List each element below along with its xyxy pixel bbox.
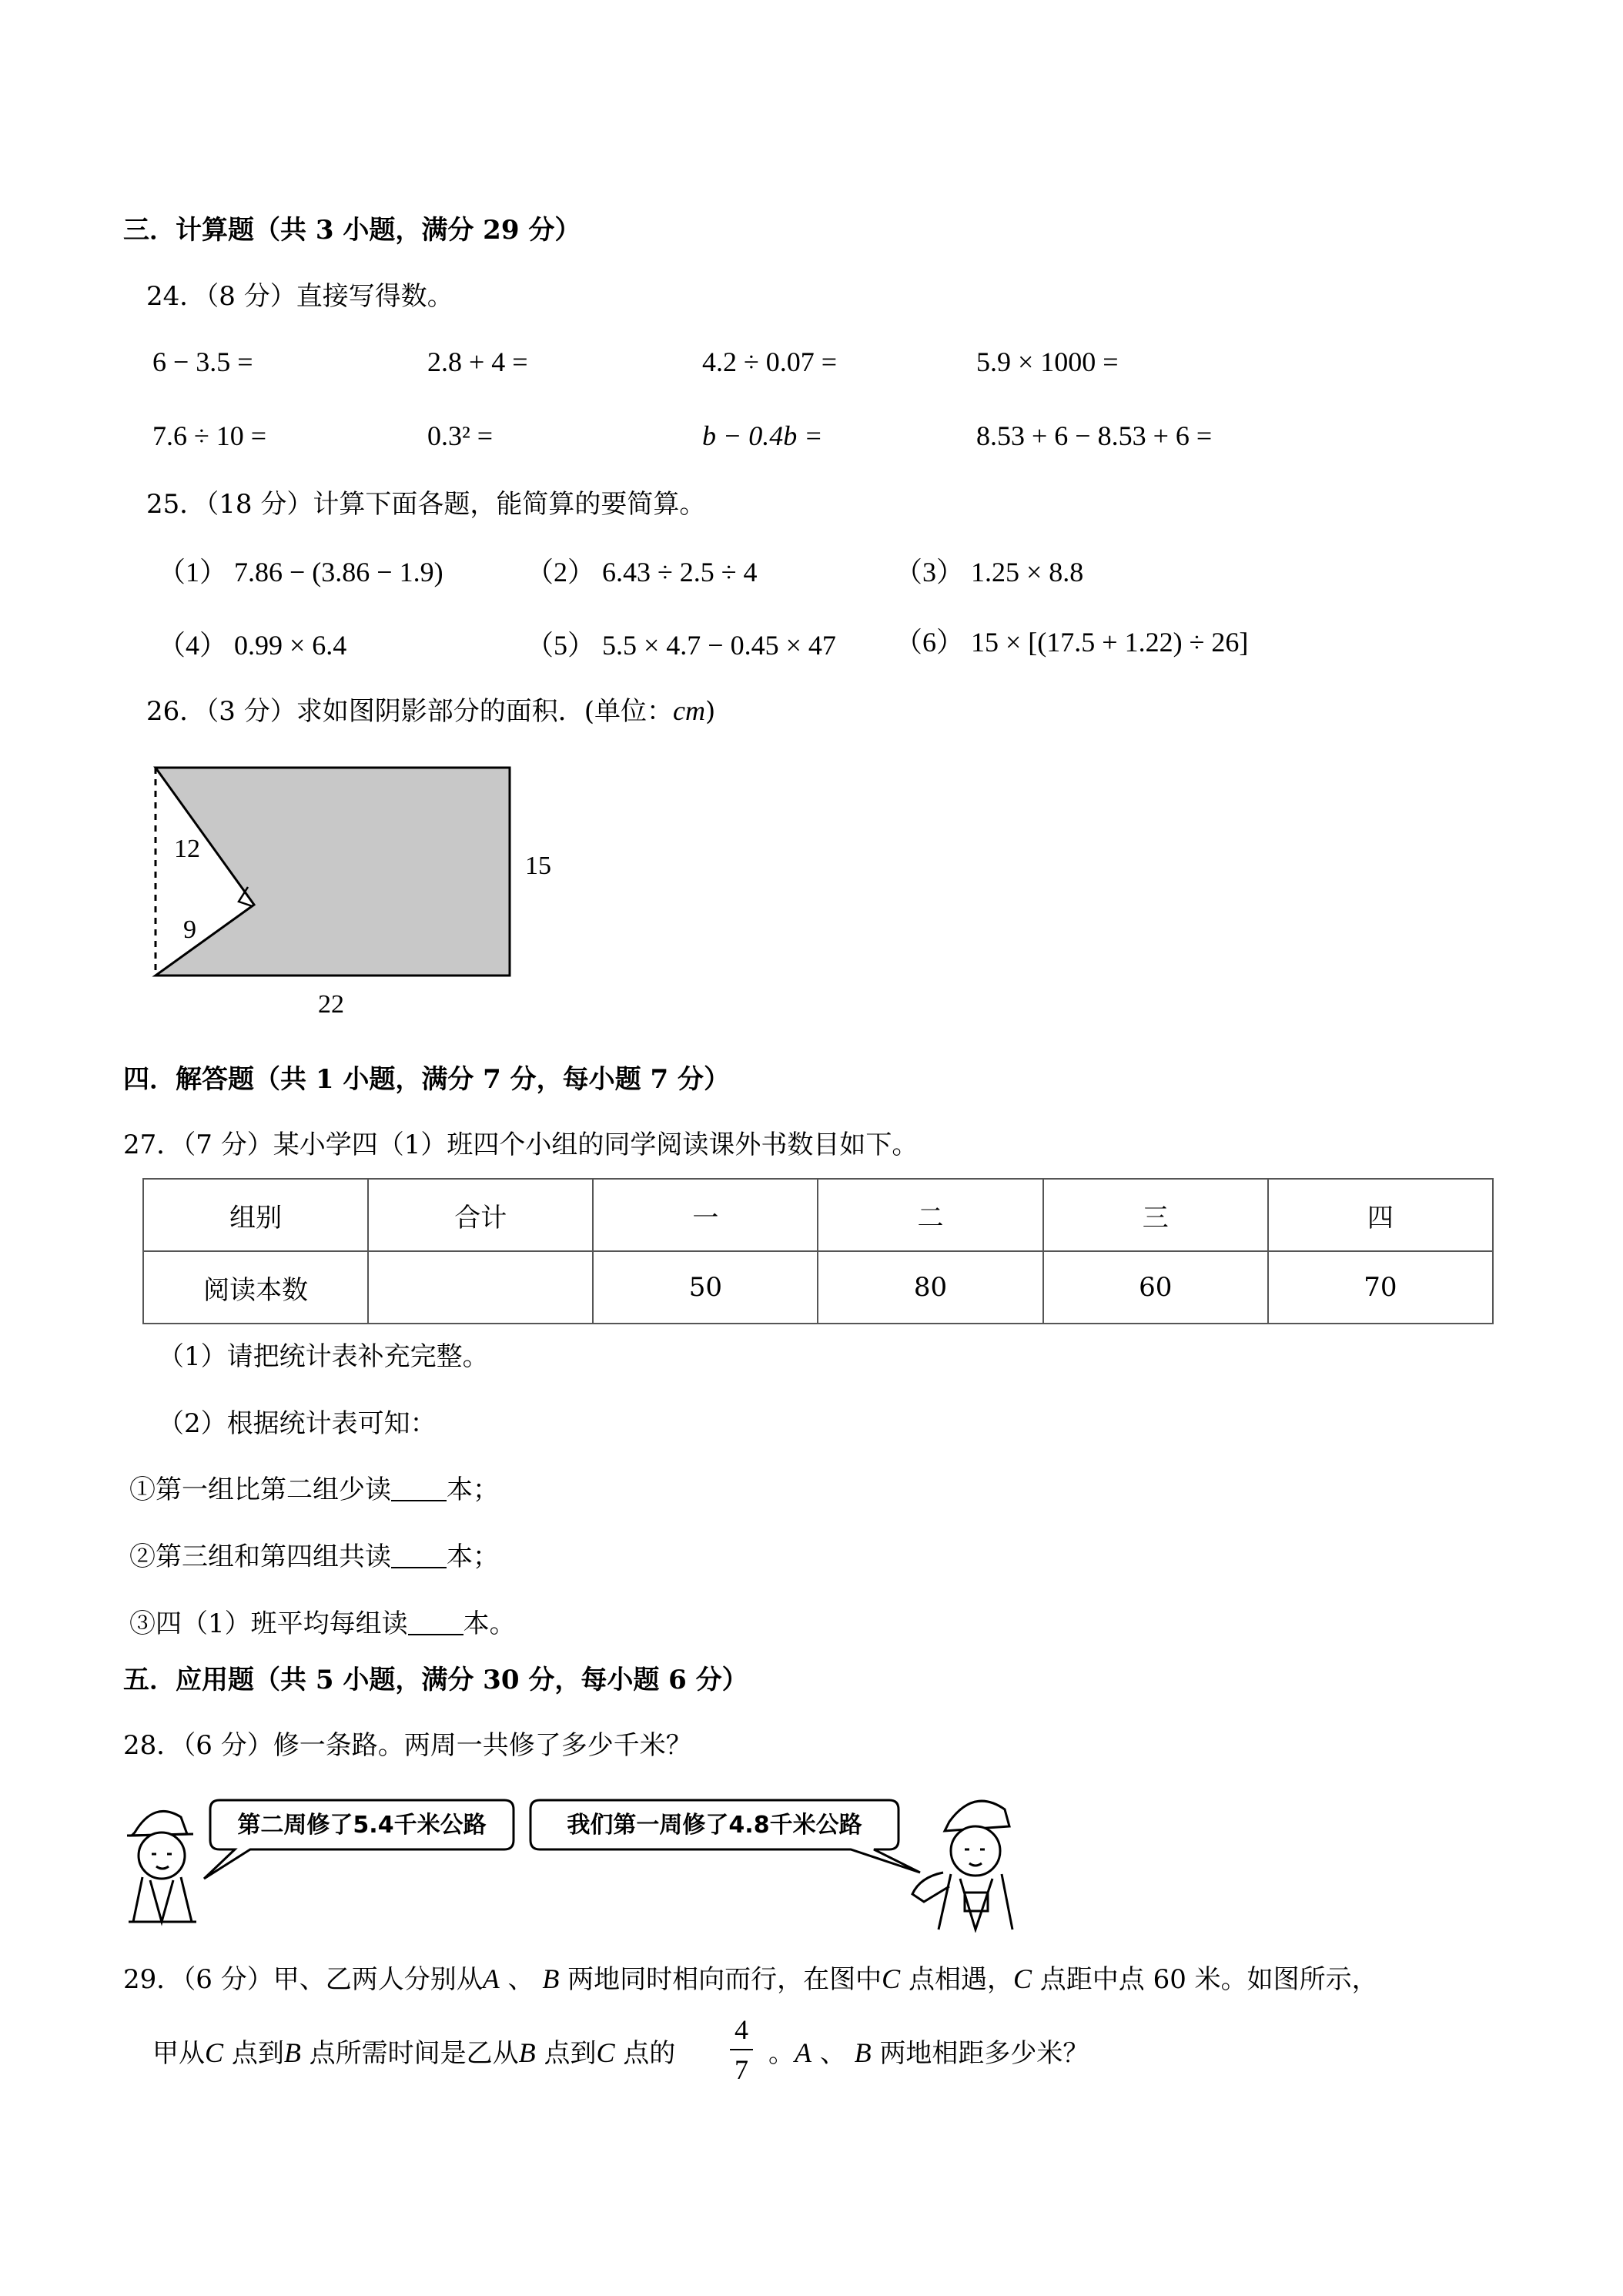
q29-line-2	[152, 2039, 675, 2067]
q26-title-close: )	[704, 696, 716, 727]
q29-sep: 、	[819, 2038, 846, 2069]
table-header-cell: 四	[1268, 1179, 1493, 1251]
section-3-title: 三．计算题（共 3 小题，满分 29 分）	[123, 215, 581, 246]
table-row	[143, 1251, 1493, 1324]
section-5-title: 五．应用题（共 5 小题，满分 30 分，每小题 6 分）	[123, 1665, 748, 1695]
q27-question-c	[129, 1608, 516, 1639]
q29-text: 点相遇，	[908, 1964, 1013, 1995]
q24-item-8: 8.53 + 6 − 8.53 + 6 =	[976, 420, 1213, 451]
q27-question-c-text: ③四（1）班平均每组读	[129, 1608, 408, 1639]
q29-text: 点到	[544, 2038, 597, 2069]
table-cell-total[interactable]	[368, 1251, 593, 1324]
q25-item-2: （2） 6.43 ÷ 2.5 ÷ 4	[526, 557, 758, 587]
answer-blank[interactable]	[408, 1611, 463, 1635]
point-b: B	[283, 2037, 301, 2068]
point-c: C	[596, 2037, 615, 2068]
q27-question-b-text: ②第三组和第四组共读	[129, 1541, 391, 1572]
speech-bubble-right	[530, 1800, 920, 1873]
table-row-label: 阅读本数	[143, 1251, 368, 1324]
right-worker-icon	[912, 1801, 1012, 1930]
q29-text: 点的	[623, 2038, 676, 2069]
q27-question-b-unit: 本；	[447, 1541, 499, 1572]
q27-question-b	[129, 1541, 499, 1572]
fraction-denominator: 7	[735, 2054, 748, 2085]
q26-unit: cm	[672, 695, 705, 726]
q24-item-4: 5.9 × 1000 =	[976, 346, 1119, 377]
point-b: B	[542, 1963, 560, 1994]
fraction-four-sevenths	[730, 2013, 753, 2086]
point-c: C	[882, 1963, 901, 1994]
q24-title: 24．（8 分）直接写得数。	[146, 281, 453, 312]
fraction-numerator: 4	[735, 2014, 748, 2045]
q29-text: 。	[768, 2038, 795, 2069]
speech-bubble-left	[204, 1800, 514, 1879]
svg-text:我们第一周修了4.8千米公路: 我们第一周修了4.8千米公路	[567, 1812, 862, 1839]
q27-question-c-unit: 本。	[463, 1608, 516, 1639]
fraction-bar	[730, 2049, 753, 2050]
point-b: B	[518, 2037, 536, 2068]
table-cell: 80	[818, 1251, 1042, 1324]
label-9: 9	[183, 915, 196, 944]
road-workers-illustration	[119, 1786, 1028, 1933]
q29-text: 两地同时相向而行，在图中	[567, 1964, 882, 1995]
table-header-cell: 组别	[143, 1179, 368, 1251]
q24-item-3: 4.2 ÷ 0.07 =	[702, 346, 838, 377]
q27-sub2: （2）根据统计表可知：	[158, 1408, 437, 1439]
q24-item-2: 2.8 + 4 =	[427, 346, 528, 377]
point-c: C	[205, 2037, 224, 2068]
table-header-cell: 三	[1043, 1179, 1268, 1251]
q26-title	[146, 697, 715, 725]
q29-text: 点距中点 60 米。如图所示，	[1039, 1964, 1378, 1995]
q24-item-5: 7.6 ÷ 10 =	[152, 420, 267, 451]
q29-sep: 、	[507, 1964, 534, 1995]
shaded-area-figure	[139, 758, 570, 1024]
q29-text: 两地相距多少米？	[879, 2038, 1089, 2069]
table-header-cell: 一	[593, 1179, 818, 1251]
q24-item-7: b − 0.4b =	[702, 420, 823, 451]
q24-item-1: 6 − 3.5 =	[152, 346, 253, 377]
q29-text: 点所需时间是乙从	[309, 2038, 519, 2069]
q27-sub1: （1）请把统计表补充完整。	[158, 1341, 489, 1372]
table-header-cell: 合计	[368, 1179, 593, 1251]
q29-text: 点到	[231, 2038, 284, 2069]
point-a: A	[795, 2037, 812, 2068]
table-header-cell: 二	[818, 1179, 1042, 1251]
q27-question-a-text: ①第一组比第二组少读	[129, 1474, 391, 1505]
q25-item-6: （6） 15 × [(17.5 + 1.22) ÷ 26]	[895, 627, 1249, 658]
q26-title-text: 26．（3 分）求如图阴影部分的面积．(单位：	[146, 696, 673, 727]
table-cell: 50	[593, 1251, 818, 1324]
answer-blank[interactable]	[391, 1477, 447, 1501]
q25-item-1: （1） 7.86 − (3.86 − 1.9)	[158, 557, 443, 587]
table-header-row	[143, 1179, 1493, 1251]
reading-stats-table	[142, 1178, 1494, 1324]
q28-title: 28．（6 分）修一条路。两周一共修了多少千米？	[123, 1730, 692, 1761]
table-cell: 70	[1268, 1251, 1493, 1324]
label-15: 15	[525, 852, 551, 880]
q25-item-5: （5） 5.5 × 4.7 − 0.45 × 47	[526, 630, 836, 661]
label-12: 12	[174, 835, 200, 863]
left-worker-icon	[127, 1811, 196, 1922]
svg-text:第二周修了5.4千米公路: 第二周修了5.4千米公路	[237, 1812, 487, 1839]
q29-line-1	[123, 1965, 1378, 1993]
q25-item-3: （3） 1.25 × 8.8	[895, 557, 1084, 587]
q29-line-2-end	[768, 2039, 1089, 2067]
point-a: A	[482, 1963, 500, 1994]
q24-item-6: 0.3² =	[427, 420, 494, 451]
q27-question-a	[129, 1474, 499, 1505]
answer-blank[interactable]	[391, 1544, 447, 1568]
label-22: 22	[318, 990, 344, 1019]
q29-text: 29．（6 分）甲、乙两人分别从	[123, 1964, 483, 1995]
q25-title: 25．（18 分）计算下面各题，能简算的要简算。	[146, 489, 706, 520]
table-cell: 60	[1043, 1251, 1268, 1324]
point-c: C	[1012, 1963, 1032, 1994]
section-4-title: 四．解答题（共 1 小题，满分 7 分，每小题 7 分）	[123, 1064, 730, 1095]
point-b: B	[854, 2037, 872, 2068]
q25-item-4: （4） 0.99 × 6.4	[158, 630, 347, 661]
shaded-region	[156, 768, 510, 976]
q27-title: 27．（7 分）某小学四（1）班四个小组的同学阅读课外书数目如下。	[123, 1130, 919, 1160]
q29-text: 甲从	[152, 2038, 205, 2069]
q27-question-a-unit: 本；	[447, 1474, 499, 1505]
